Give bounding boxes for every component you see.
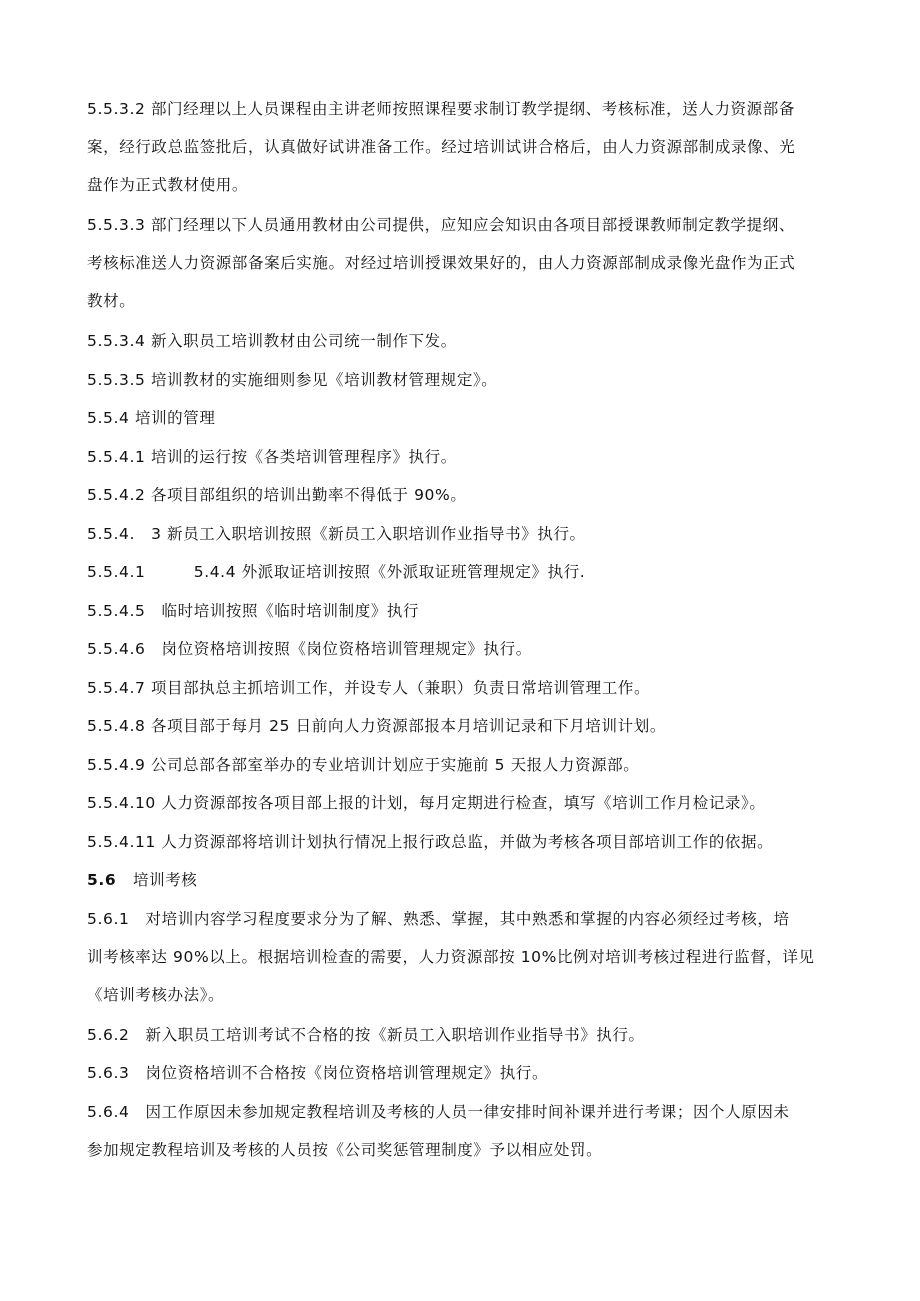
section-number: 5.6 (87, 871, 117, 889)
paragraph-5-5-4-10 (87, 784, 835, 822)
text-line: 5.5.4.5 临时培训按照《临时培训制度》执行 (87, 602, 420, 620)
text-line: 5.5.4.1 培训的运行按《各类培训管理程序》执行。 (87, 448, 457, 466)
text-line: 5.5.4. 3 新员工入职培训按照《新员工入职培训作业指导书》执行。 (87, 525, 586, 543)
text-line: 5.5.4.1 5.4.4 外派取证培训按照《外派取证班管理规定》执行. (87, 563, 586, 581)
section-title: 培训考核 (133, 871, 198, 889)
paragraph-5-5-4-6 (87, 630, 835, 668)
text-line: 5.5.3.2 部门经理以上人员课程由主讲老师按照课程要求制订教学提纲、考核标准，送人力资源部备 (87, 100, 795, 118)
text-line: 5.5.3.5 培训教材的实施细则参见《培训教材管理规定》。 (87, 371, 498, 389)
text-line: 5.6.1 对培训内容学习程度要求分为了解、熟悉、掌握，其中熟悉和掌握的内容必须经过考核，培 (87, 910, 790, 928)
paragraph-5-5-4-3 (87, 515, 835, 553)
paragraph-5-5-3-2 (87, 90, 835, 204)
paragraph-5-6-4 (87, 1093, 835, 1169)
paragraph-5-5-4-7 (87, 669, 835, 707)
text-line: 训考核率达 90%以上。根据培训检查的需要，人力资源部按 10%比例对培训考核过程进行监督，详见 (87, 948, 815, 966)
paragraph-5-5-4-4 (87, 553, 835, 591)
text-line: 5.5.4.10 人力资源部按各项目部上报的计划，每月定期进行检查，填写《培训工作月检记录》。 (87, 794, 766, 812)
text-line: 5.5.4 培训的管理 (87, 409, 216, 427)
text-line: 5.5.3.4 新入职员工培训教材由公司统一制作下发。 (87, 332, 457, 350)
text-line: 5.5.4.2 各项目部组织的培训出勤率不得低于 90%。 (87, 486, 467, 504)
paragraph-5-5-4-1 (87, 438, 835, 476)
paragraph-5-5-4-11 (87, 823, 835, 861)
paragraph-5-6-2 (87, 1016, 835, 1054)
paragraph-5-5-3-4 (87, 322, 835, 360)
text-line: 5.5.4.11 人力资源部将培训计划执行情况上报行政总监，并做为考核各项目部培训工作的依据。 (87, 833, 774, 851)
paragraph-5-6-1 (87, 900, 835, 1014)
paragraph-5-5-4-8 (87, 707, 835, 745)
paragraph-5-5-4 (87, 399, 835, 437)
text-line: 5.5.4.6 岗位资格培训按照《岗位资格培训管理规定》执行。 (87, 640, 532, 658)
text-line: 5.5.3.3 部门经理以下人员通用教材由公司提供，应知应会知识由各项目部授课教师制定教学提纲、 (87, 216, 795, 234)
text-line: 教材。 (87, 292, 136, 310)
text-line: 盘作为正式教材使用。 (87, 176, 249, 194)
text-line: 5.5.4.8 各项目部于每月 25 日前向人力资源部报本月培训记录和下月培训计划。 (87, 717, 666, 735)
paragraph-5-5-4-2 (87, 476, 835, 514)
text-line: 考核标准送人力资源部备案后实施。对经过培训授课效果好的，由人力资源部制成录像光盘作为正式 (87, 254, 796, 272)
text-line: 案，经行政总监签批后，认真做好试讲准备工作。经过培训试讲合格后，由人力资源部制成录像、光 (87, 138, 796, 156)
text-line: 参加规定教程培训及考核的人员按《公司奖惩管理制度》予以相应处罚。 (87, 1141, 603, 1159)
section-heading-5-6 (87, 861, 835, 899)
paragraph-5-5-3-3 (87, 206, 835, 320)
text-line: 5.6.3 岗位资格培训不合格按《岗位资格培训管理规定》执行。 (87, 1064, 549, 1082)
section-heading-line (87, 861, 835, 899)
text-line: 《培训考核办法》。 (87, 986, 225, 1004)
paragraph-5-5-3-5 (87, 361, 835, 399)
text-line: 5.6.2 新入职员工培训考试不合格的按《新员工入职培训作业指导书》执行。 (87, 1026, 645, 1044)
paragraph-5-5-4-5 (87, 592, 835, 630)
paragraph-5-6-3 (87, 1054, 835, 1092)
text-line: 5.5.4.7 项目部执总主抓培训工作，并设专人（兼职）负责日常培训管理工作。 (87, 679, 651, 697)
text-line: 5.6.4 因工作原因未参加规定教程培训及考核的人员一律安排时间补课并进行考课；因个人原因未 (87, 1103, 790, 1121)
text-line: 5.5.4.9 公司总部各部室举办的专业培训计划应于实施前 5 天报人力资源部。 (87, 756, 640, 774)
paragraph-5-5-4-9 (87, 746, 835, 784)
